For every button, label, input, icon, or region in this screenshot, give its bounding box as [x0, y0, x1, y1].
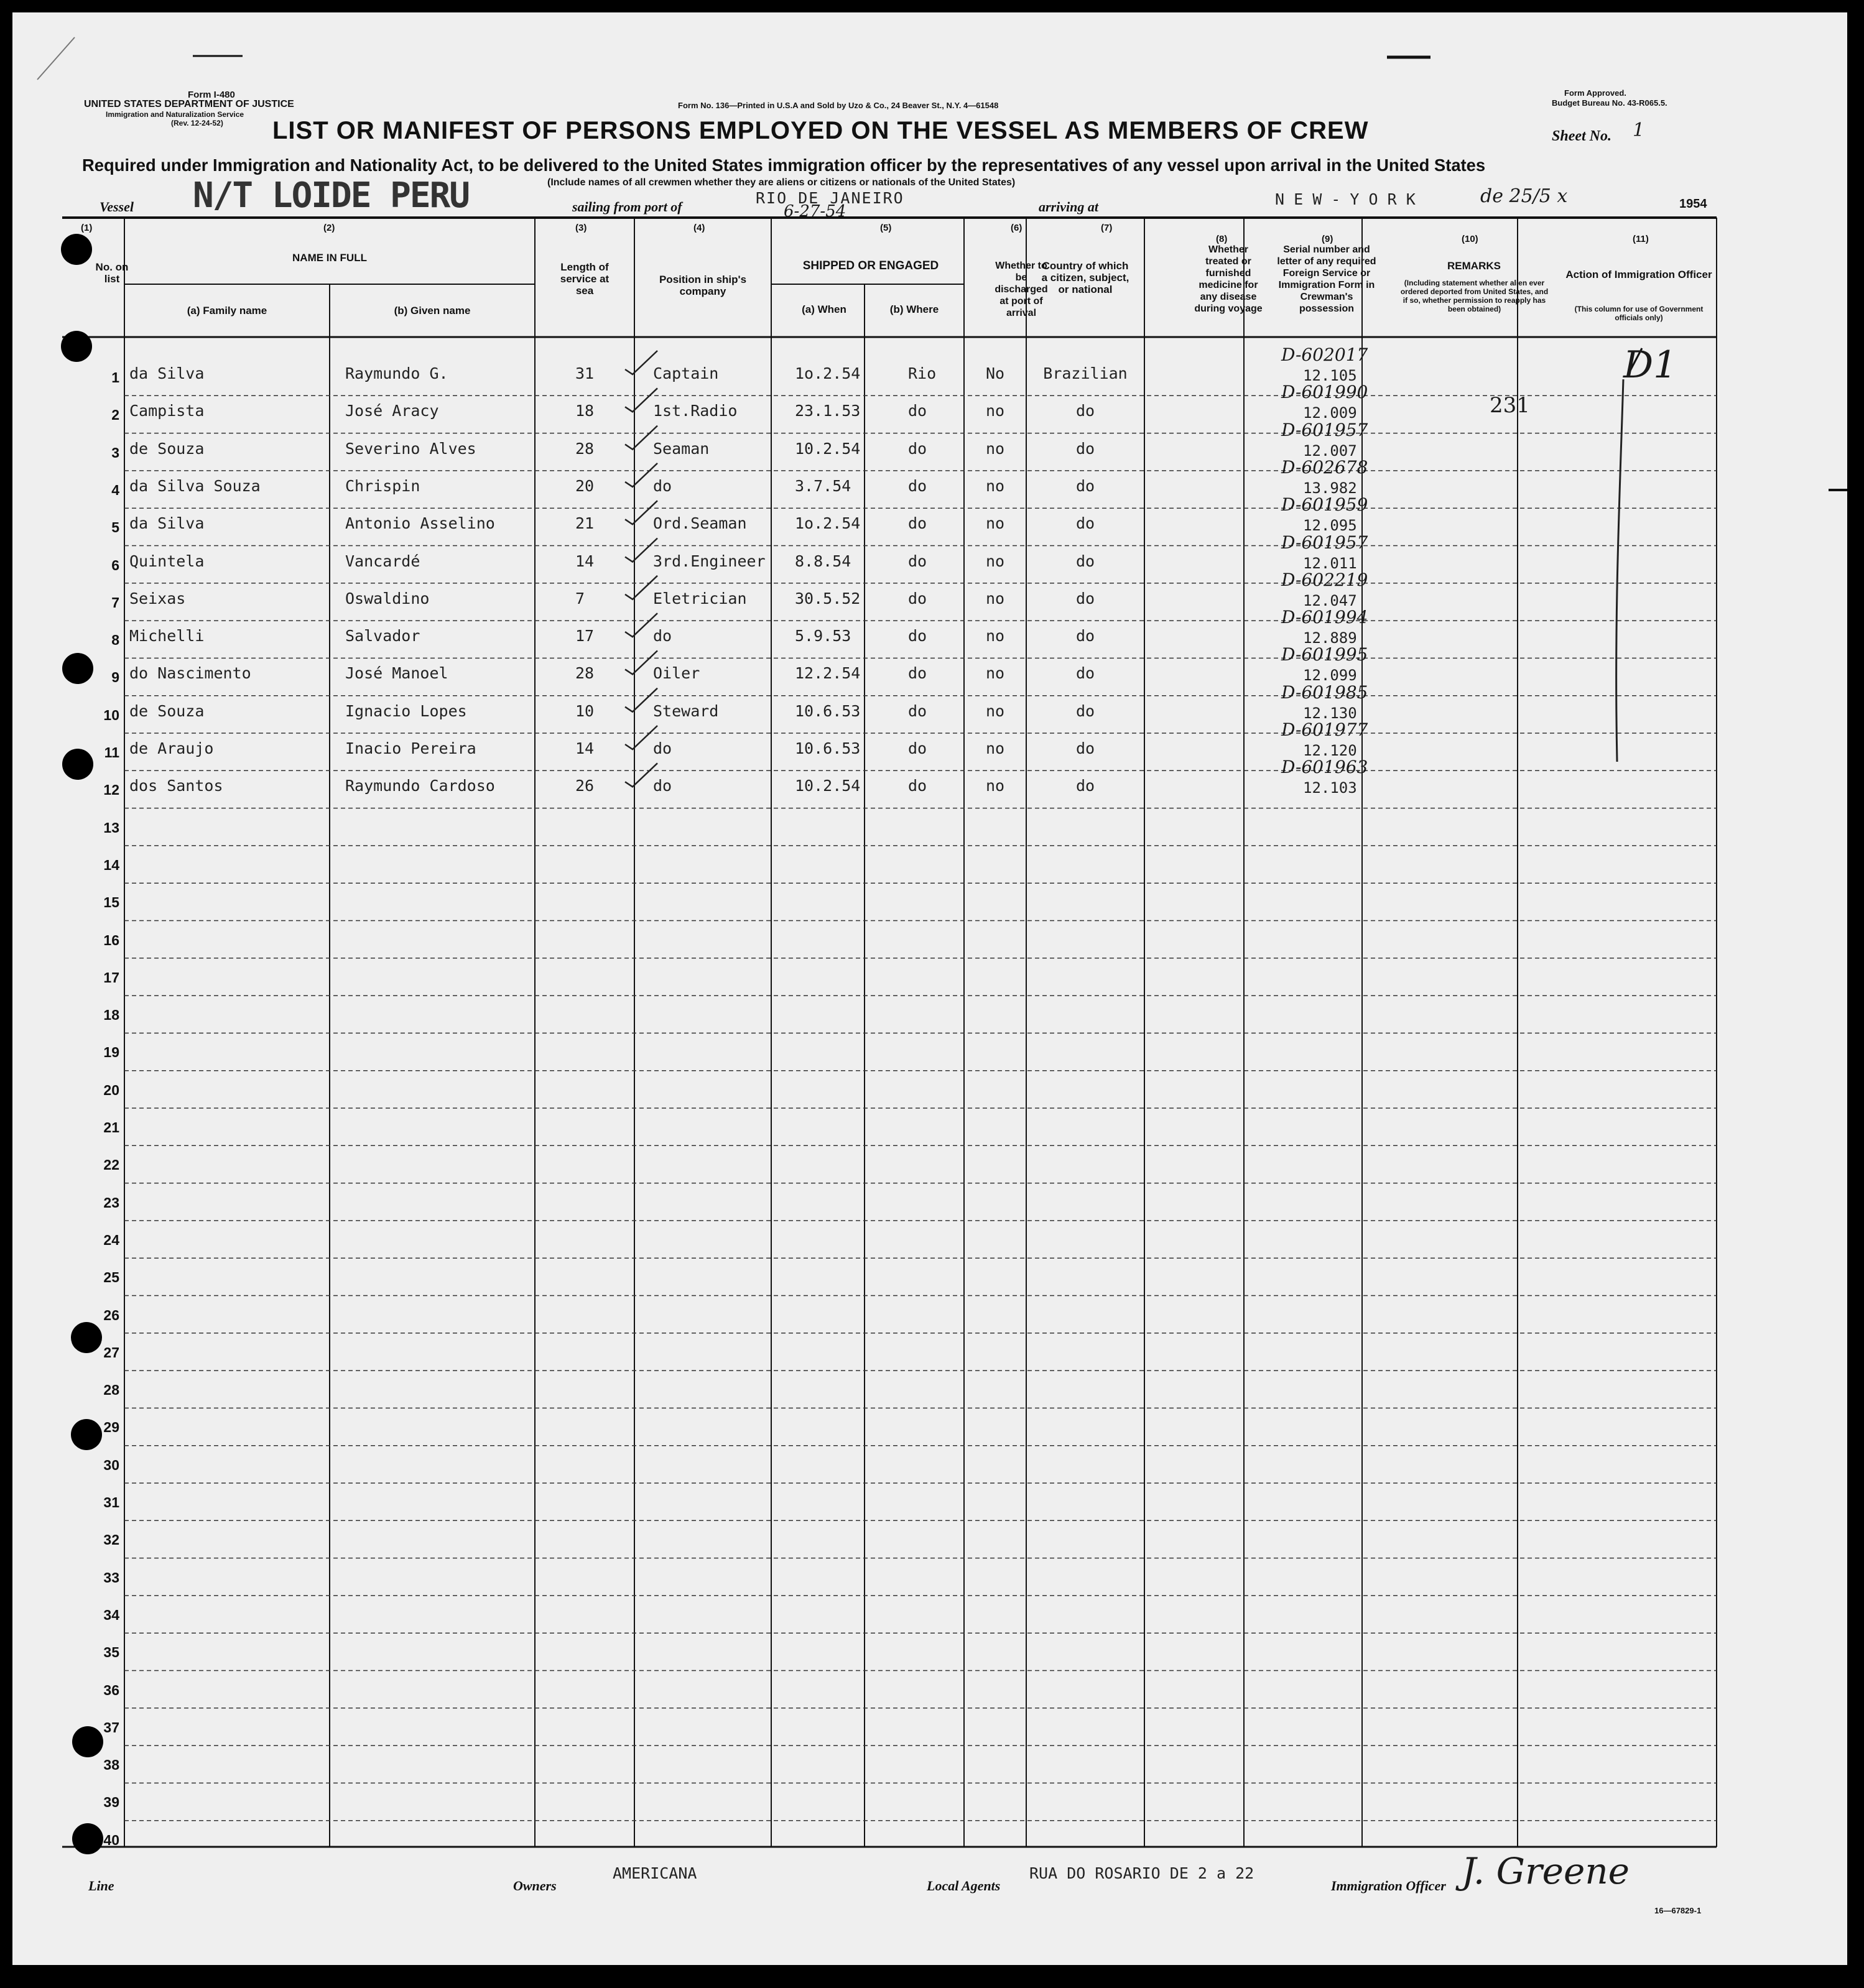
discharged: no — [985, 402, 1005, 420]
revision: (Rev. 12-24-52) — [171, 119, 223, 127]
engaged-where: do — [908, 777, 927, 795]
col2b-header: (b) Given name — [394, 305, 471, 317]
engaged-where: do — [908, 402, 927, 420]
agents-label: Local Agents — [927, 1878, 1001, 1893]
nationality: Brazilian — [1043, 364, 1128, 382]
serial-number: 12.889 — [1303, 629, 1357, 647]
col2-number: (2) — [323, 223, 335, 233]
col10-number: (10) — [1462, 234, 1478, 244]
row-number: 17 — [103, 969, 119, 986]
arrival-year: 1954 — [1679, 197, 1707, 211]
service-years: 17 — [575, 627, 595, 645]
arrival-date: de 25/5 x — [1480, 185, 1568, 207]
service: Immigration and Naturalization Service — [106, 110, 244, 119]
serial-number: 12.011 — [1303, 554, 1357, 572]
col9-header: Serial number and letter of any required Foreign Service or Immigration Form in Crewman's possession — [1277, 244, 1376, 314]
row-number: 19 — [103, 1044, 119, 1061]
col1-header: No. on list — [95, 261, 129, 285]
given-name: José Aracy — [345, 402, 439, 420]
position: Oiler — [653, 664, 700, 683]
family-name: de Araujo — [129, 739, 214, 757]
serial-handwritten: D-601959 — [1281, 494, 1368, 515]
serial-handwritten: D-601994 — [1281, 607, 1368, 628]
row-number: 16 — [103, 932, 119, 948]
col11-number: (11) — [1633, 234, 1649, 244]
position: Seaman — [653, 439, 710, 458]
serial-number: 12.103 — [1303, 779, 1357, 797]
row-number: 35 — [103, 1644, 119, 1661]
sheet-label: Sheet No. — [1552, 128, 1611, 144]
serial-number: 13.982 — [1303, 479, 1357, 497]
row-number: 28 — [103, 1382, 119, 1399]
engaged-when: 30.5.52 — [795, 589, 861, 608]
row-number: 27 — [103, 1344, 119, 1361]
col9-number: (9) — [1322, 234, 1333, 244]
service-years: 14 — [575, 552, 595, 570]
footer-code: 16—67829-1 — [1654, 1906, 1702, 1915]
serial-number: 12.130 — [1303, 704, 1357, 722]
row-number: 11 — [104, 744, 119, 761]
row-number: 8 — [111, 632, 119, 649]
given-name: Inacio Pereira — [345, 739, 476, 757]
row-number: 24 — [103, 1231, 119, 1248]
col3-number: (3) — [575, 223, 587, 233]
given-name: Ignacio Lopes — [345, 701, 467, 720]
row-number: 33 — [103, 1569, 119, 1586]
col5-number: (5) — [880, 223, 892, 233]
col2-header: NAME IN FULL — [292, 252, 367, 264]
col6-header: Whether to be discharged at port of arrival — [995, 261, 1048, 318]
position: 1st.Radio — [653, 402, 738, 420]
engaged-when: 1o.2.54 — [795, 514, 861, 533]
row-number: 30 — [103, 1456, 119, 1473]
row-number: 15 — [103, 894, 119, 911]
nationality: do — [1075, 664, 1095, 683]
officer-label: Immigration Officer — [1331, 1878, 1446, 1893]
row-number: 2 — [111, 407, 119, 423]
col6-number: (6) — [1011, 223, 1022, 233]
nationality: do — [1075, 739, 1095, 757]
service-years: 31 — [575, 364, 595, 382]
row-number: 20 — [103, 1081, 119, 1098]
discharged: no — [985, 514, 1005, 533]
col4-number: (4) — [693, 223, 705, 233]
row-number: 6 — [111, 557, 119, 573]
serial-number: 12.047 — [1303, 591, 1357, 609]
departure-port: RIO DE JANEIRO — [756, 189, 904, 207]
given-name: Vancardé — [345, 552, 420, 570]
col8-number: (8) — [1216, 234, 1228, 244]
officer-signature: J. Greene — [1462, 1850, 1630, 1892]
engaged-when: 5.9.53 — [795, 627, 851, 645]
row-number: 4 — [111, 481, 119, 498]
engaged-where: do — [908, 739, 927, 757]
port-note: 6-27-54 — [784, 202, 846, 221]
row-number: 32 — [103, 1532, 119, 1548]
arrival-port: N E W - Y O R K — [1275, 190, 1416, 208]
row-number: 13 — [103, 819, 119, 836]
service-years: 18 — [575, 402, 595, 420]
discharged: no — [985, 552, 1005, 570]
nationality: do — [1075, 514, 1095, 533]
agents-value: RUA DO ROSARIO DE 2 a 22 — [1029, 1864, 1254, 1882]
row-number: 37 — [103, 1719, 119, 1736]
service-years: 28 — [575, 664, 595, 683]
nationality: do — [1075, 589, 1095, 608]
nationality: do — [1075, 402, 1095, 420]
discharged: No — [985, 364, 1005, 382]
discharged: no — [985, 739, 1005, 757]
family-name: de Souza — [129, 439, 205, 458]
service-years: 7 — [575, 589, 585, 608]
service-years: 14 — [575, 739, 595, 757]
position: 3rd.Engineer — [653, 552, 766, 570]
binding-hole — [61, 234, 92, 265]
row-number: 26 — [103, 1306, 119, 1323]
col5a-header: (a) When — [802, 303, 846, 315]
service-years: 21 — [575, 514, 595, 533]
engaged-when: 10.6.53 — [795, 701, 861, 720]
row-number: 29 — [103, 1419, 119, 1436]
line-label: Line — [88, 1878, 114, 1893]
form-approved: Form Approved. — [1564, 88, 1626, 98]
department: UNITED STATES DEPARTMENT OF JUSTICE — [84, 99, 294, 109]
serial-number: 12.095 — [1303, 517, 1357, 535]
service-years: 10 — [575, 701, 595, 720]
engaged-where: do — [908, 664, 927, 683]
service-years: 26 — [575, 777, 595, 795]
position: do — [653, 777, 672, 795]
family-name: Michelli — [129, 627, 205, 645]
serial-handwritten: D-602219 — [1281, 569, 1368, 590]
form-title: LIST OR MANIFEST OF PERSONS EMPLOYED ON THE VESSEL AS MEMBERS OF CREW — [272, 117, 1369, 144]
owners-value: AMERICANA — [613, 1864, 697, 1882]
family-name: Campista — [129, 402, 205, 420]
given-name: Chrispin — [345, 476, 420, 495]
serial-handwritten: D-601977 — [1281, 719, 1368, 740]
discharged: no — [985, 439, 1005, 458]
row-number: 34 — [103, 1606, 119, 1623]
col8-header: Whether treated or furnished medicine for any disease during voyage — [1194, 244, 1263, 314]
position: Steward — [653, 701, 719, 720]
engaged-where: do — [908, 476, 927, 495]
form-number: Form I-480 — [188, 90, 235, 100]
family-name: dos Santos — [129, 777, 223, 795]
discharged: no — [985, 476, 1005, 495]
serial-handwritten: D-602678 — [1281, 456, 1368, 478]
family-name: da Silva Souza — [129, 476, 261, 495]
engaged-where: do — [908, 514, 927, 533]
given-name: Salvador — [345, 627, 420, 645]
engaged-where: do — [908, 701, 927, 720]
position: do — [653, 739, 672, 757]
remarks-number: 231 — [1490, 393, 1530, 418]
given-name: Oswaldino — [345, 589, 430, 608]
discharged: no — [985, 664, 1005, 683]
serial-handwritten: D-601957 — [1281, 419, 1368, 440]
serial-number: 12.009 — [1303, 404, 1357, 422]
row-number: 36 — [103, 1681, 119, 1698]
family-name: da Silva — [129, 514, 205, 533]
engaged-where: do — [908, 589, 927, 608]
given-name: Severino Alves — [345, 439, 476, 458]
row-number: 12 — [103, 782, 119, 798]
action-mark: D1 — [1623, 343, 1677, 387]
position: Eletrician — [653, 589, 747, 608]
col10-header: REMARKS — [1447, 260, 1501, 272]
nationality: do — [1075, 627, 1095, 645]
discharged: no — [985, 701, 1005, 720]
owners-label: Owners — [513, 1878, 557, 1893]
row-number: 18 — [103, 1007, 119, 1024]
engaged-when: 3.7.54 — [795, 476, 851, 495]
engaged-where: do — [908, 552, 927, 570]
serial-number: 12.007 — [1303, 442, 1357, 460]
serial-number: 12.105 — [1303, 367, 1357, 384]
nationality: do — [1075, 701, 1095, 720]
form-note: (Include names of all crewmen whether they are aliens or citizens or nationals of the United States) — [547, 177, 1016, 188]
engaged-when: 1o.2.54 — [795, 364, 861, 382]
col4-header: Position in ship's company — [659, 274, 747, 297]
serial-handwritten: D-601995 — [1281, 644, 1368, 665]
given-name: Raymundo G. — [345, 364, 448, 382]
discharged: no — [985, 589, 1005, 608]
serial-handwritten: D-601985 — [1281, 682, 1368, 703]
row-number: 23 — [103, 1194, 119, 1211]
serial-handwritten: D-602017 — [1281, 344, 1368, 365]
col5-header: SHIPPED OR ENGAGED — [802, 259, 939, 272]
engaged-when: 10.6.53 — [795, 739, 861, 757]
binding-hole — [62, 653, 93, 684]
family-name: Seixas — [129, 589, 186, 608]
engaged-where: do — [908, 627, 927, 645]
service-years: 28 — [575, 439, 595, 458]
nationality: do — [1075, 552, 1095, 570]
engaged-when: 23.1.53 — [795, 402, 861, 420]
serial-number: 12.099 — [1303, 667, 1357, 685]
col11-note: (This column for use of Government officials only) — [1574, 305, 1704, 322]
col5b-header: (b) Where — [889, 303, 939, 315]
port-label: sailing from port of — [572, 199, 682, 215]
family-name: Quintela — [129, 552, 205, 570]
discharged: no — [985, 777, 1005, 795]
row-number: 14 — [103, 856, 119, 873]
position: Ord.Seaman — [653, 514, 747, 533]
serial-number: 12.120 — [1303, 742, 1357, 759]
row-number: 38 — [103, 1757, 119, 1773]
given-name: Antonio Asselino — [345, 514, 495, 533]
row-number: 40 — [103, 1831, 119, 1848]
position: Captain — [653, 364, 719, 382]
position: do — [653, 476, 672, 495]
binding-hole — [61, 331, 92, 362]
row-number: 5 — [111, 519, 119, 536]
given-name: Raymundo Cardoso — [345, 777, 495, 795]
row-number: 31 — [103, 1494, 119, 1510]
service-years: 20 — [575, 476, 595, 495]
row-number: 7 — [111, 594, 119, 611]
given-name: José Manoel — [345, 664, 448, 683]
engaged-when: 8.8.54 — [795, 552, 851, 570]
manifest-sheet — [12, 12, 1847, 1965]
row-number: 9 — [111, 669, 119, 686]
vessel-name: N/T LOIDE PERU — [193, 175, 470, 216]
family-name: da Silva — [129, 364, 205, 382]
col3-header: Length of service at sea — [560, 261, 610, 297]
row-number: 21 — [103, 1119, 119, 1135]
nationality: do — [1075, 476, 1095, 495]
vessel-label: Vessel — [100, 199, 134, 215]
engaged-when: 10.2.54 — [795, 439, 861, 458]
col10-note: (Including statement whether alien ever ordered deported from United States, and if so, whether permission to reapply has been obtained) — [1400, 279, 1549, 313]
binding-hole — [62, 749, 93, 780]
position: do — [653, 627, 672, 645]
engaged-where: do — [908, 439, 927, 458]
engaged-where: Rio — [908, 364, 937, 382]
family-name: de Souza — [129, 701, 205, 720]
serial-handwritten: D-601990 — [1281, 382, 1368, 403]
col11-header: Action of Immigration Officer — [1565, 269, 1712, 280]
nationality: do — [1075, 777, 1095, 795]
row-number: 1 — [111, 369, 119, 386]
family-name: do Nascimento — [129, 664, 251, 683]
col7-header: Country of which a citizen, subject, or national — [1041, 260, 1129, 295]
serial-handwritten: D-601963 — [1281, 757, 1368, 778]
row-number: 22 — [103, 1157, 119, 1173]
form-subtitle: Required under Immigration and Nationality Act, to be delivered to the United States immigration officer by the representatives of any vessel upon arrival in the United States — [82, 155, 1486, 175]
serial-handwritten: D-601957 — [1281, 532, 1368, 553]
engaged-when: 10.2.54 — [795, 777, 861, 795]
budget-bureau: Budget Bureau No. 43-R065.5. — [1552, 98, 1667, 108]
row-number: 10 — [103, 706, 119, 723]
nationality: do — [1075, 439, 1095, 458]
sheet-number: 1 — [1633, 119, 1645, 141]
arriving-label: arriving at — [1039, 199, 1098, 215]
row-number: 39 — [103, 1794, 119, 1811]
discharged: no — [985, 627, 1005, 645]
engaged-when: 12.2.54 — [795, 664, 861, 683]
col1-number: (1) — [81, 223, 93, 233]
col7-number: (7) — [1101, 223, 1113, 233]
printer-note: Form No. 136—Printed in U.S.A and Sold by Uzo & Co., 24 Beaver St., N.Y. 4—61548 — [678, 101, 999, 110]
row-number: 3 — [111, 444, 119, 461]
row-number: 25 — [103, 1269, 119, 1286]
col2a-header: (a) Family name — [187, 305, 267, 317]
